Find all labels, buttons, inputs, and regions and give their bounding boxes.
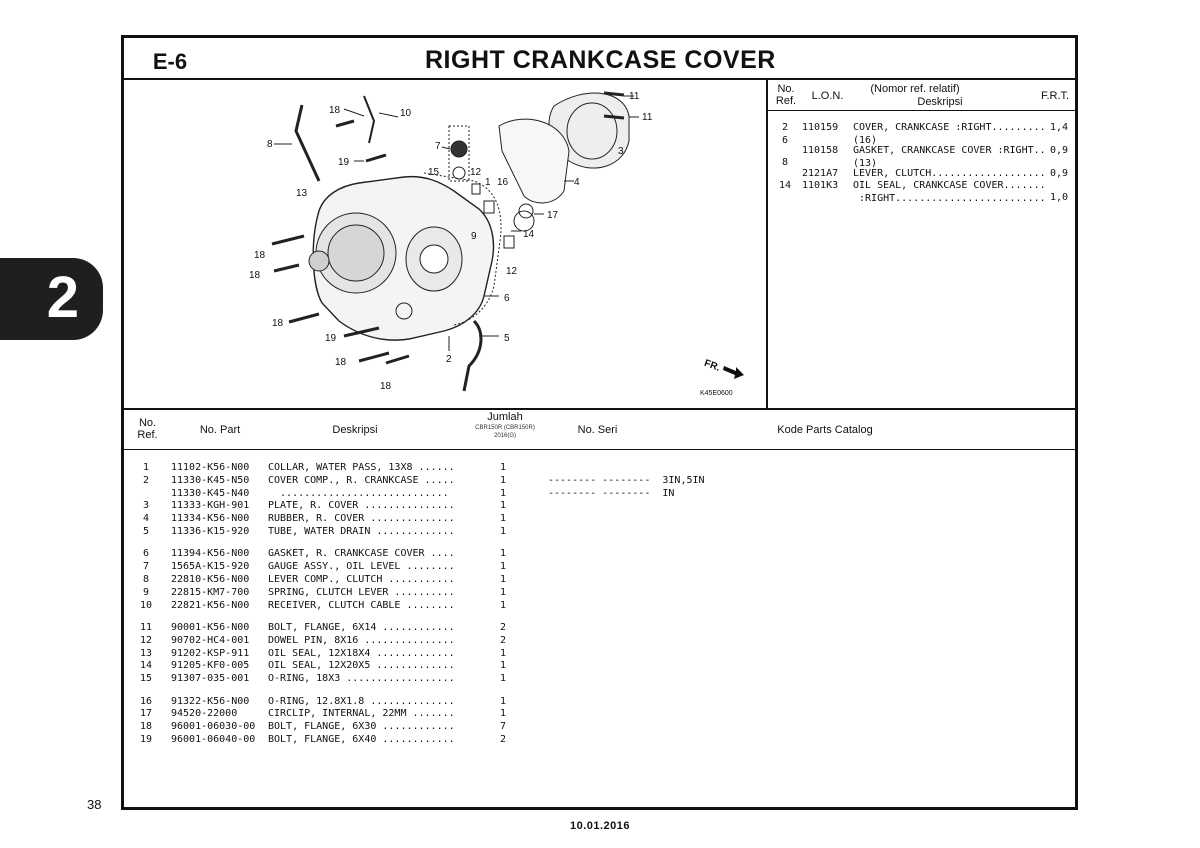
page-title: RIGHT CRANKCASE COVER bbox=[425, 46, 776, 74]
part-row-qty: 2 bbox=[499, 634, 507, 646]
part-row-number: 91322-K56-N00 bbox=[171, 695, 250, 707]
part-row-qty: 1 bbox=[499, 586, 507, 598]
parts-header-qty-year: 2016(G) bbox=[493, 433, 516, 439]
parts-header-divider bbox=[121, 449, 1078, 450]
part-row-ref: 16 bbox=[139, 695, 153, 707]
parts-header-catalog: Kode Parts Catalog bbox=[777, 424, 873, 436]
part-row-serial: -------- -------- 3IN,5IN bbox=[548, 474, 705, 486]
part-row-number: 90001-K56-N00 bbox=[171, 622, 250, 633]
part-row-desc: PLATE, R. COVER ............... bbox=[268, 500, 455, 512]
part-row-ref: 15 bbox=[139, 673, 153, 685]
lon-row-desc: OIL SEAL, CRANKCASE COVER....... :RIGHT......................... bbox=[853, 180, 1046, 204]
lon-header-lon: L.O.N. bbox=[811, 90, 844, 102]
part-row-qty: 1 bbox=[499, 574, 507, 585]
footer-date: 10.01.2016 bbox=[569, 820, 631, 832]
fr-direction-label: FR. bbox=[702, 357, 722, 374]
part-row-desc: BOLT, FLANGE, 6X40 ............ bbox=[268, 734, 455, 745]
clutch-lever bbox=[296, 105, 319, 181]
part-row-qty: 1 bbox=[499, 708, 507, 720]
part-row-number: 22810-K56-N00 bbox=[171, 574, 250, 585]
callout-16: 16 bbox=[497, 177, 509, 188]
part-row-ref: 1 bbox=[142, 462, 150, 473]
part-row-desc: COVER COMP., R. CRANKCASE ..... bbox=[268, 474, 455, 486]
callout-19: 19 bbox=[338, 157, 350, 168]
lon-header-frt: F.R.T. bbox=[1040, 90, 1070, 102]
parts-header-ref: No. Ref. bbox=[137, 417, 158, 441]
part-row-ref: 11 bbox=[139, 622, 153, 633]
diagram-code: K45E0600 bbox=[700, 390, 733, 397]
part-row-ref: 4 bbox=[142, 513, 150, 525]
chapter-tab-number: 2 bbox=[46, 265, 79, 330]
part-row-qty: 1 bbox=[499, 561, 507, 573]
part-row-ref: 2 bbox=[142, 474, 150, 486]
part-row-qty: 1 bbox=[499, 647, 507, 659]
callout-4: 4 bbox=[574, 177, 580, 188]
exploded-diagram bbox=[124, 81, 766, 409]
part-row-qty: 1 bbox=[499, 500, 507, 512]
callout-18f: 18 bbox=[380, 381, 392, 392]
parts-header-qty-model: CBR150R (CBR150R) bbox=[475, 425, 535, 431]
callout-14: 14 bbox=[523, 229, 535, 240]
callout-12b: 12 bbox=[506, 266, 518, 277]
callout-9: 9 bbox=[471, 231, 477, 242]
part-row-ref: 8 bbox=[142, 574, 150, 585]
part-row-desc: COLLAR, WATER PASS, 13X8 ...... bbox=[268, 462, 455, 473]
part-row-ref: 6 bbox=[142, 548, 150, 560]
part-row-desc: OIL SEAL, 12X18X4 ............. bbox=[268, 647, 455, 659]
drain-tube bbox=[464, 321, 481, 391]
lon-row-ref: 2 6 bbox=[781, 122, 789, 146]
callout-6: 6 bbox=[504, 293, 510, 304]
callout-13: 13 bbox=[296, 188, 308, 199]
callout-18c: 18 bbox=[249, 270, 261, 281]
part-row-number: 22821-K56-N00 bbox=[171, 599, 250, 611]
part-row-qty: 1 bbox=[499, 695, 507, 707]
part-row-number: 1565A-K15-920 bbox=[171, 561, 250, 573]
part-row-desc: RUBBER, R. COVER .............. bbox=[268, 513, 455, 525]
callout-18d: 18 bbox=[272, 318, 284, 329]
part-row-qty: 1 bbox=[499, 673, 507, 685]
part-row-desc: GASKET, R. CRANKCASE COVER .... bbox=[268, 548, 455, 560]
lon-row-frt: 1,0 bbox=[1050, 192, 1069, 203]
callout-19b: 19 bbox=[325, 333, 337, 344]
lon-row-lon: 2121A7 bbox=[802, 168, 839, 179]
parts-header-qty: Jumlah bbox=[487, 411, 523, 423]
part-row-number: 96001-06030-00 bbox=[171, 721, 256, 733]
part-row-qty: 1 bbox=[499, 548, 507, 560]
lon-row-frt: 1,4 bbox=[1050, 122, 1069, 133]
part-row-desc: RECEIVER, CLUTCH CABLE ........ bbox=[268, 599, 455, 611]
part-row-ref: 19 bbox=[139, 734, 153, 745]
rubber-seal bbox=[499, 119, 569, 203]
part-row-ref: 10 bbox=[139, 599, 153, 611]
lon-row-desc: COVER, CRANKCASE :RIGHT......... (16) bbox=[853, 122, 1046, 146]
callout-5: 5 bbox=[504, 333, 510, 344]
lon-row-ref: 8 bbox=[781, 157, 789, 168]
callout-18b: 18 bbox=[254, 250, 266, 261]
part-row-serial: -------- -------- IN bbox=[548, 487, 675, 499]
part-row-desc: BOLT, FLANGE, 6X14 ............ bbox=[268, 622, 455, 633]
parts-header-part: No. Part bbox=[199, 424, 241, 436]
part-row-desc: CIRCLIP, INTERNAL, 22MM ....... bbox=[268, 708, 455, 720]
part-row-qty: 2 bbox=[499, 734, 507, 745]
part-row-ref: 17 bbox=[139, 708, 153, 720]
part-row-qty: 1 bbox=[499, 462, 507, 473]
part-row-desc: OIL SEAL, 12X20X5 ............. bbox=[268, 660, 455, 672]
lon-row-lon: 110158 bbox=[802, 145, 839, 156]
fr-arrow-icon bbox=[723, 366, 744, 379]
page-number: 38 bbox=[87, 797, 102, 812]
part-row-ref: 13 bbox=[139, 647, 153, 659]
lon-header-desc-top: (Nomor ref. relatif) bbox=[870, 83, 960, 95]
lon-row-frt: 0,9 bbox=[1050, 145, 1069, 156]
callout-17: 17 bbox=[547, 210, 559, 221]
part-row-desc: LEVER COMP., CLUTCH ........... bbox=[268, 574, 455, 585]
callout-18: 18 bbox=[329, 105, 341, 116]
part-row-qty: 2 bbox=[499, 622, 507, 633]
part-row-number: 96001-06040-00 bbox=[171, 734, 256, 745]
part-row-ref: 18 bbox=[139, 721, 153, 733]
lon-row-desc: LEVER, CLUTCH................... bbox=[853, 168, 1046, 179]
part-row-number: 11102-K56-N00 bbox=[171, 462, 250, 473]
part-row-number: 11333-KGH-901 bbox=[171, 500, 250, 512]
chapter-tab bbox=[0, 258, 103, 340]
part-row-number: 11330-K45-N40 bbox=[171, 487, 250, 499]
part-row-ref: 12 bbox=[139, 634, 153, 646]
callout-10: 10 bbox=[400, 108, 412, 119]
part-row-number: 90702-HC4-001 bbox=[171, 634, 250, 646]
part-row-number: 11330-K45-N50 bbox=[171, 474, 250, 486]
part-row-number: 11336-K15-920 bbox=[171, 526, 250, 537]
part-row-ref: 14 bbox=[139, 660, 153, 672]
part-row-number: 91205-KF0-005 bbox=[171, 660, 250, 672]
part-row-number: 91307-035-001 bbox=[171, 673, 250, 685]
parts-header-serial: No. Seri bbox=[577, 424, 618, 436]
lon-row-ref: 14 bbox=[778, 180, 792, 191]
part-row-desc: SPRING, CLUTCH LEVER .......... bbox=[268, 586, 455, 598]
part-row-number: 11394-K56-N00 bbox=[171, 548, 250, 560]
part-row-qty: 1 bbox=[499, 474, 507, 486]
part-row-number: 22815-KM7-700 bbox=[171, 586, 250, 598]
part-row-desc: BOLT, FLANGE, 6X30 ............ bbox=[268, 721, 455, 733]
part-row-qty: 1 bbox=[499, 513, 507, 525]
part-row-desc: O-RING, 12.8X1.8 .............. bbox=[268, 695, 455, 707]
part-row-desc: TUBE, WATER DRAIN ............. bbox=[268, 526, 455, 537]
part-row-number: 94520-22000 bbox=[171, 708, 238, 720]
callout-12: 12 bbox=[470, 167, 482, 178]
lon-header-divider bbox=[766, 110, 1078, 111]
lon-header-desc: Deskripsi bbox=[917, 96, 963, 108]
part-row-ref: 3 bbox=[142, 500, 150, 512]
title-divider bbox=[121, 78, 1078, 80]
part-row-desc: ............................ bbox=[268, 487, 449, 499]
callout-15: 15 bbox=[428, 167, 440, 178]
diagram-table-divider bbox=[766, 78, 768, 409]
lon-row-lon: 1101K3 bbox=[802, 180, 839, 191]
part-row-ref: 7 bbox=[142, 561, 150, 573]
callout-1: 1 bbox=[485, 177, 491, 188]
section-code: E-6 bbox=[152, 49, 188, 74]
part-row-desc: DOWEL PIN, 8X16 ............... bbox=[268, 634, 455, 646]
callout-7: 7 bbox=[435, 141, 441, 152]
callout-11: 11 bbox=[629, 91, 640, 102]
part-row-desc: GAUGE ASSY., OIL LEVEL ........ bbox=[268, 561, 455, 573]
part-row-ref: 5 bbox=[142, 526, 150, 537]
lon-header-ref: No. Ref. bbox=[775, 83, 797, 107]
part-row-qty: 1 bbox=[499, 599, 507, 611]
callout-2: 2 bbox=[446, 354, 452, 365]
part-row-qty: 1 bbox=[499, 487, 507, 499]
callout-11b: 11 bbox=[642, 112, 653, 123]
lon-row-lon: 110159 bbox=[802, 122, 839, 133]
callout-18e: 18 bbox=[335, 357, 347, 368]
callout-3: 3 bbox=[618, 146, 624, 157]
part-row-number: 91202-KSP-911 bbox=[171, 647, 250, 659]
part-row-qty: 1 bbox=[499, 526, 507, 537]
callout-8: 8 bbox=[267, 139, 273, 150]
parts-header-desc: Deskripsi bbox=[332, 424, 378, 436]
lon-row-desc: GASKET, CRANKCASE COVER :RIGHT.. (13) bbox=[853, 145, 1046, 169]
lon-row-frt: 0,9 bbox=[1050, 168, 1069, 179]
part-row-qty: 7 bbox=[499, 721, 507, 733]
part-row-qty: 1 bbox=[499, 660, 507, 672]
part-row-number: 11334-K56-N00 bbox=[171, 513, 250, 525]
part-row-desc: O-RING, 18X3 .................. bbox=[268, 673, 455, 685]
part-row-ref: 9 bbox=[142, 586, 150, 598]
